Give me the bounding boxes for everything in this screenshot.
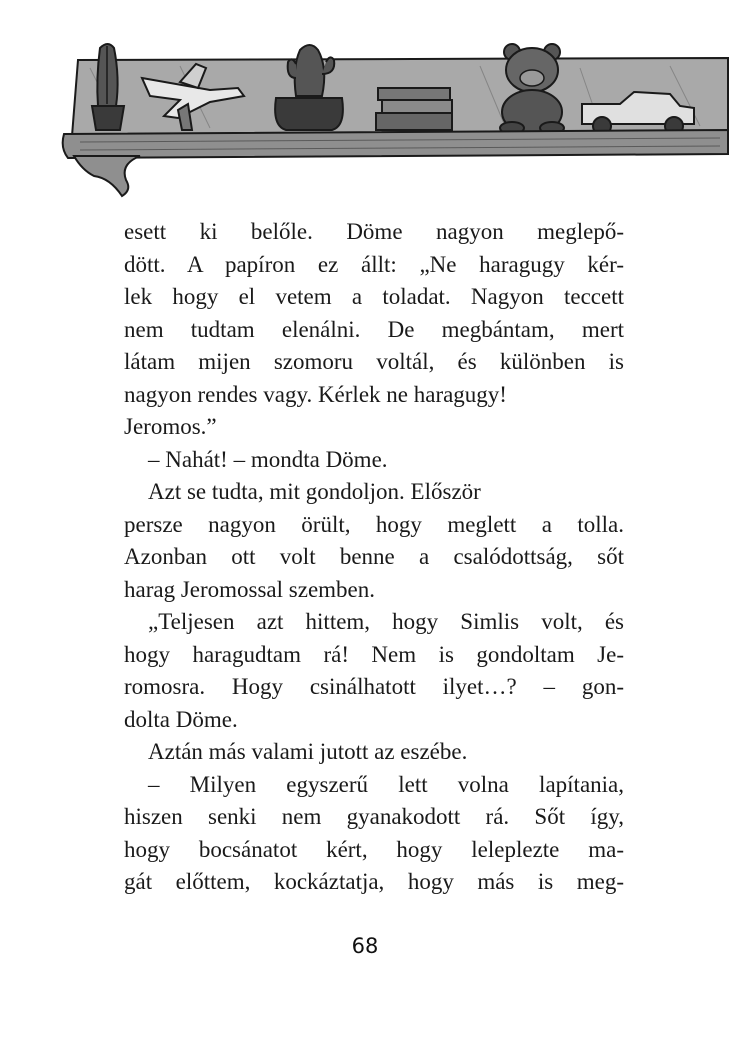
text-line: Aztán más valami jutott az eszébe. — [148, 739, 468, 764]
text-line: Jeromos.” — [124, 414, 217, 439]
text-line: esett ki belőle. Döme nagyon meglepő- — [124, 219, 624, 244]
text-line: romosra. Hogy csinálhatott ilyet…? – gon- — [124, 674, 624, 699]
text-line: Azt se tudta, mit gondoljon. Először — [148, 479, 481, 504]
text-line: harag Jeromossal szemben. — [124, 576, 376, 602]
text-line: Azonban ott volt benne a csalódottság, sőt — [124, 544, 624, 569]
text-line: nem tudtam elenálni. De megbántam, mert — [124, 316, 624, 342]
text-line: hogy haragudtam rá! Nem is gondoltam Je- — [124, 641, 624, 667]
text-line: hogy bocsánatot kért, hogy leleplezte ma- — [124, 836, 624, 862]
text-line: látam mijen szomoru voltál, és különben is — [124, 349, 624, 374]
text-line: lek hogy el vetem a toladat. Nagyon teccett — [124, 284, 624, 309]
shelf-illustration — [60, 38, 730, 200]
text-line: hiszen senki nem gyanakodott rá. Sőt így, — [124, 804, 624, 829]
book-stack — [376, 88, 452, 130]
text-line: dolta Döme. — [124, 706, 238, 732]
text-line: persze nagyon örült, hogy meglett a tolla. — [124, 511, 624, 537]
text-line: – Nahát! – mondta Döme. — [148, 446, 388, 472]
text-line: „Teljesen azt hittem, hogy Simlis volt, és — [148, 609, 624, 634]
text-line: nagyon rendes vagy. Kérlek ne haragugy! — [124, 381, 507, 407]
shelf-board — [63, 130, 728, 158]
page-number: 68 — [351, 934, 379, 958]
text-line: – Milyen egyszerű lett volna lapítania, — [148, 771, 624, 797]
shelf-bracket — [74, 156, 140, 196]
text-line: dött. A papíron ez állt: „Ne haragugy kér- — [124, 251, 624, 277]
body-text — [124, 216, 624, 899]
text-line: gát előttem, kockáztatja, hogy más is meg- — [124, 869, 624, 894]
